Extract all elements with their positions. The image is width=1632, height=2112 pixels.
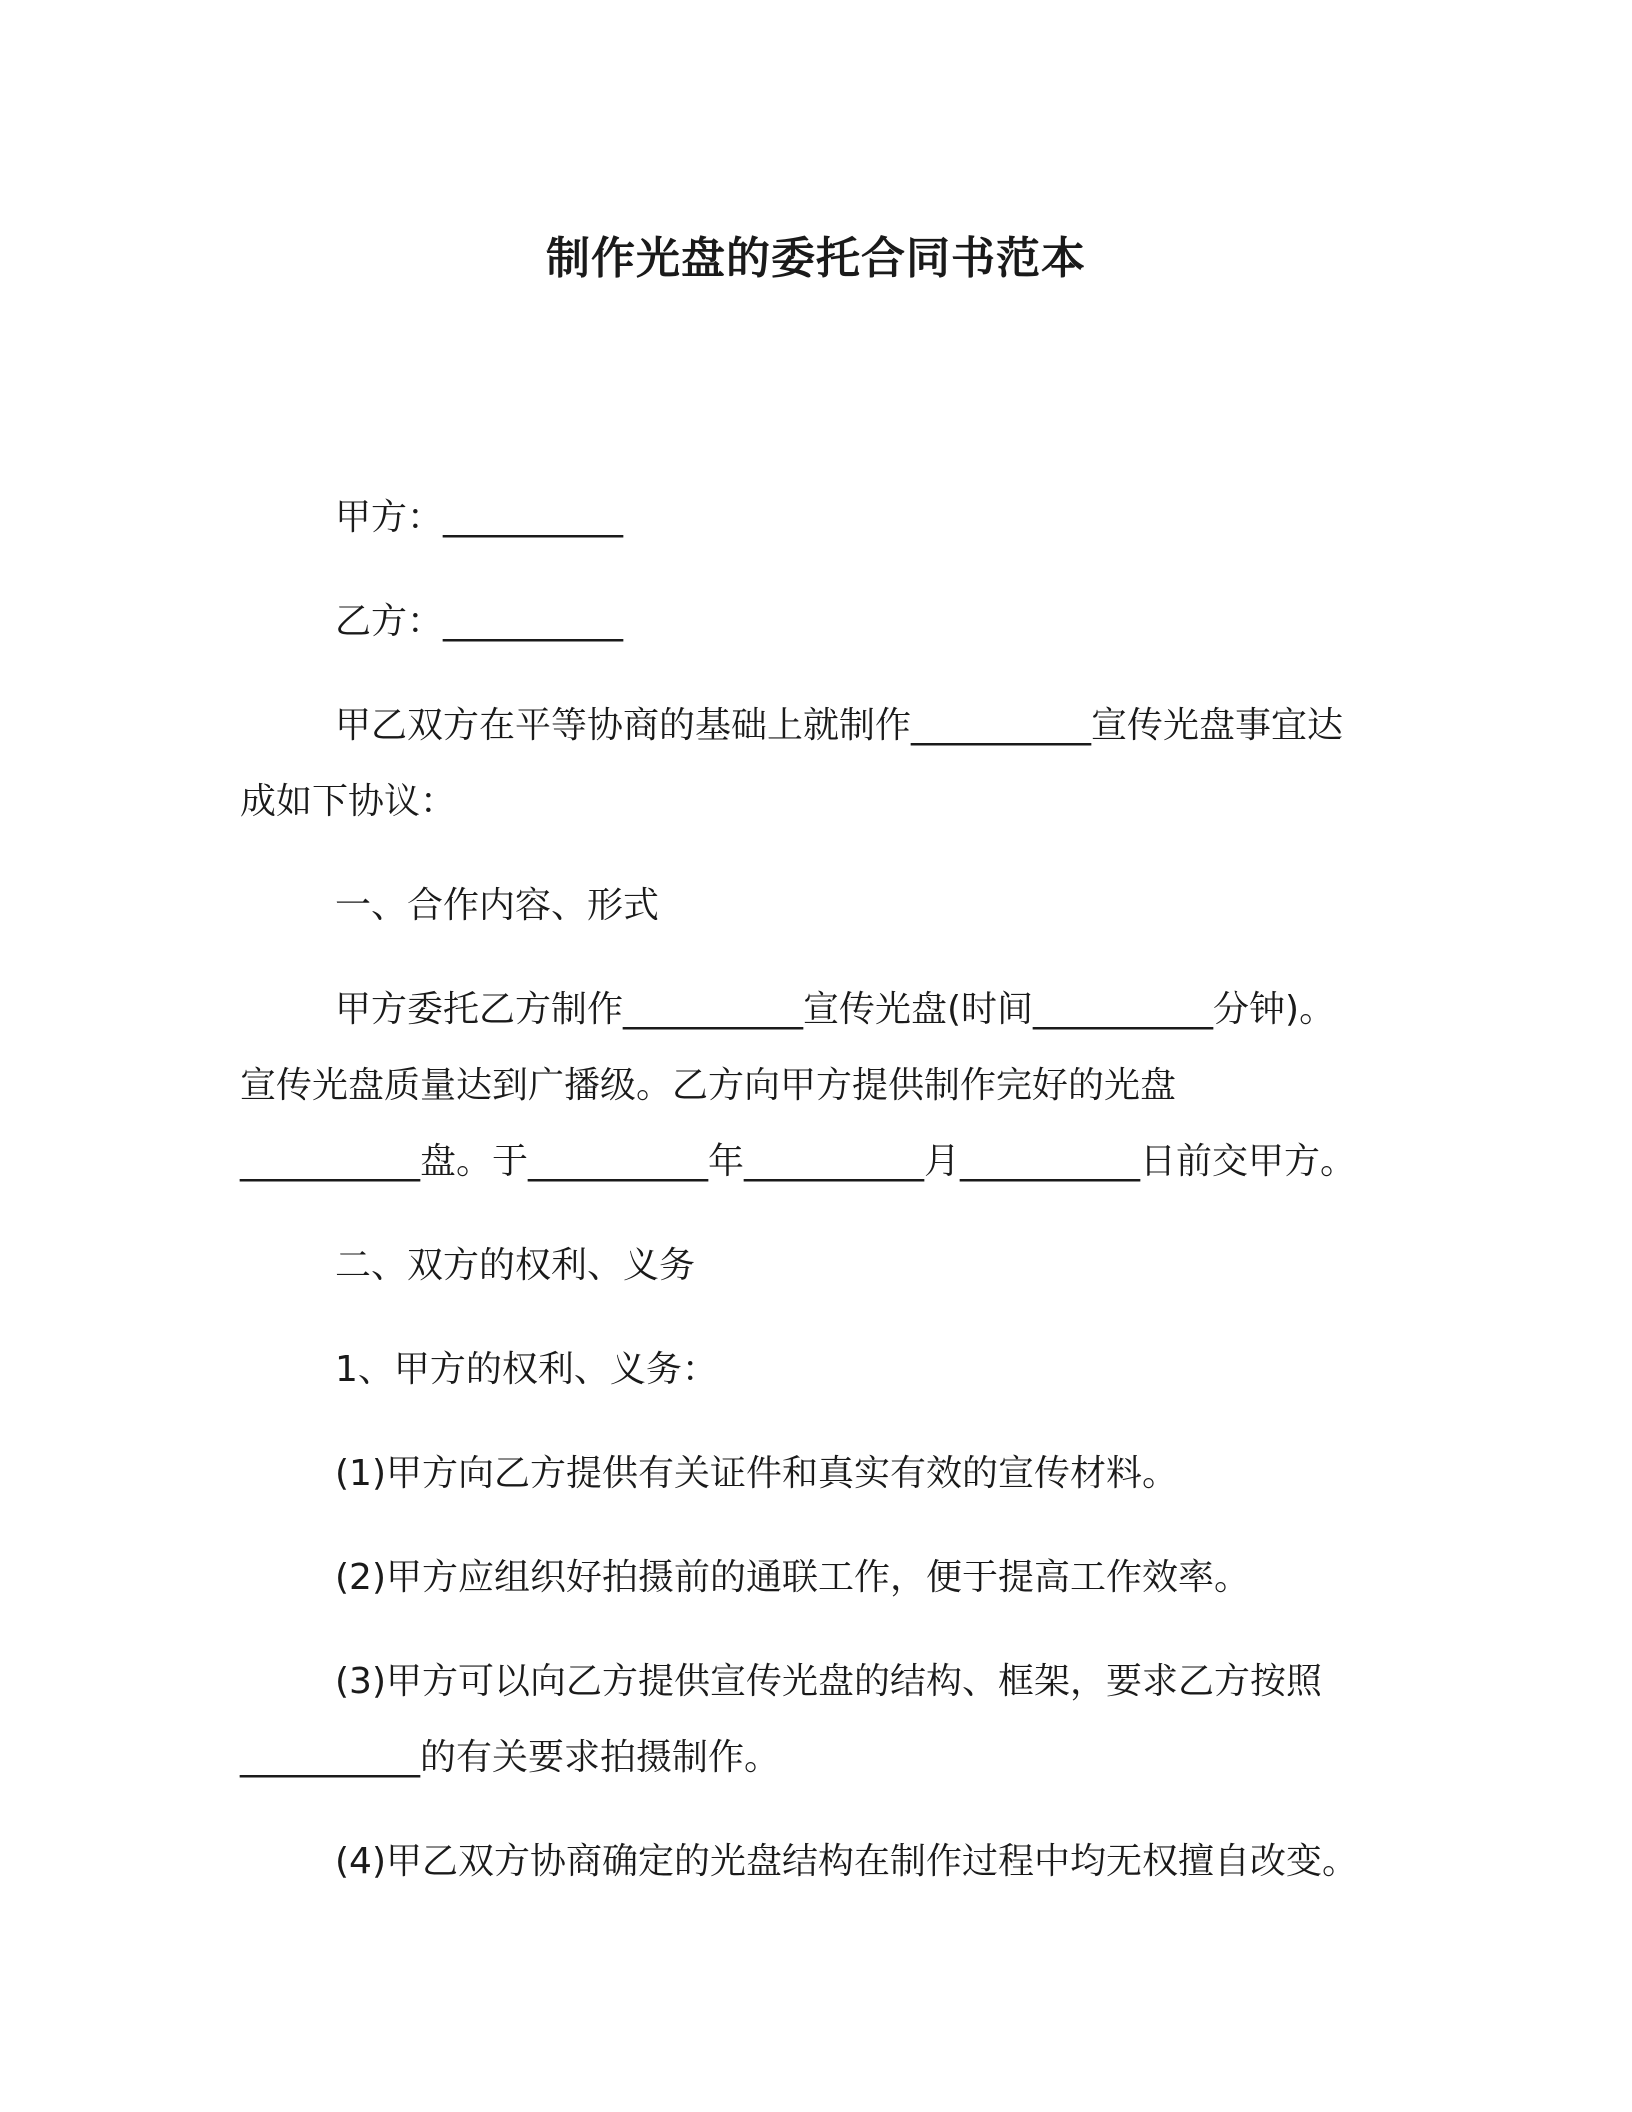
section1-heading: 一、合作内容、形式: [335, 885, 660, 926]
party-a-line: 甲方：__________: [335, 497, 624, 538]
intro-line-2: 成如下协议：: [240, 781, 457, 822]
section1-line-2: 宣传光盘质量达到广播级。乙方向甲方提供制作完好的光盘: [240, 1065, 1177, 1106]
section1-line-3: __________盘。于__________年__________月__________日前交甲方。: [240, 1141, 1357, 1182]
sub1-heading: 1、甲方的权利、义务：: [335, 1349, 718, 1390]
intro-line-1: 甲乙双方在平等协商的基础上就制作__________宣传光盘事宜达: [335, 705, 1344, 746]
item-3-line-1: (3)甲方可以向乙方提供宣传光盘的结构、框架，要求乙方按照: [335, 1661, 1322, 1702]
item-3-line-2: __________的有关要求拍摄制作。: [240, 1737, 781, 1778]
document-title: 制作光盘的委托合同书范本: [546, 233, 1086, 284]
section1-line-1: 甲方委托乙方制作__________宣传光盘(时间__________分钟)。: [335, 989, 1336, 1030]
item-2: (2)甲方应组织好拍摄前的通联工作，便于提高工作效率。: [335, 1557, 1250, 1598]
item-4: (4)甲乙双方协商确定的光盘结构在制作过程中均无权擅自改变。: [335, 1841, 1358, 1882]
section2-heading: 二、双方的权利、义务: [335, 1245, 696, 1286]
party-b-line: 乙方：__________: [335, 601, 624, 642]
item-1: (1)甲方向乙方提供有关证件和真实有效的宣传材料。: [335, 1453, 1178, 1494]
